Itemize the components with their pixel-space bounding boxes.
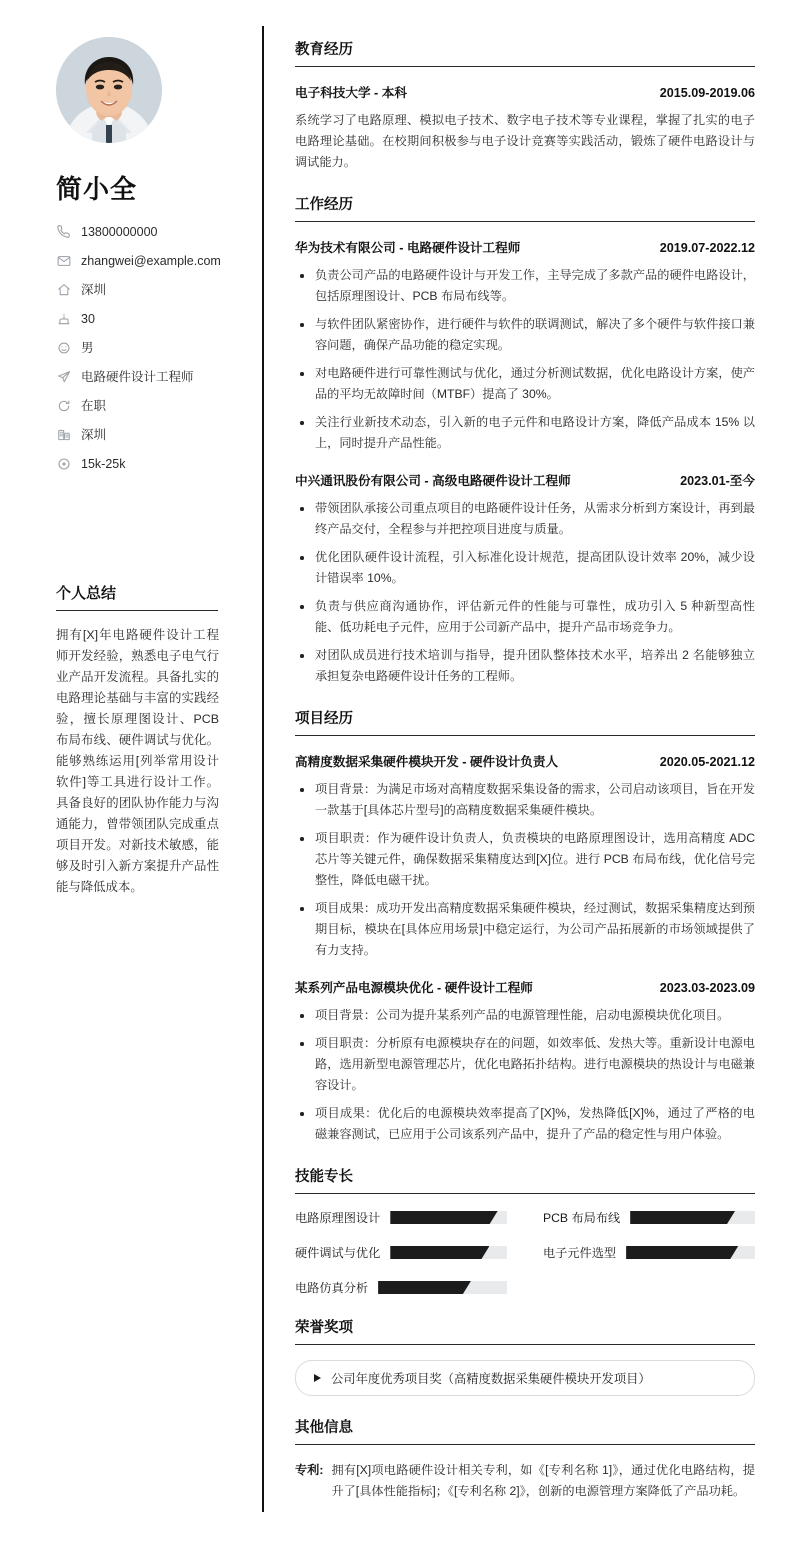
entry-title: 高精度数据采集硬件模块开发 - 硬件设计负责人: [295, 755, 559, 769]
skill-progress-fill: [378, 1281, 471, 1294]
skill-progress-fill: [630, 1211, 735, 1224]
skill-label: 电子元件选型: [543, 1246, 617, 1260]
entry-date: 2019.07-2022.12: [659, 241, 755, 255]
info-value: 拥有[X]项电路硬件设计相关专利，如《[专利名称 1]》，通过优化电路结构，提升了[具体性能指标]；《[专利名称 2]》，创新的电源管理方案降低了产品功耗。: [331, 1463, 755, 1498]
entry-header: [295, 977, 755, 996]
work-entry: [295, 237, 755, 454]
list-item: 项目职责：分析原有电源模块存在的问题，如效率低、发热大等。重新设计电源电路，选用新型电源管理芯片，优化电路拓扑结构。进行电源模块的热设计与电磁兼容设计。: [295, 1033, 755, 1096]
contact-item-phone: [56, 224, 242, 240]
skill-row: [295, 1279, 507, 1296]
main-content: [264, 0, 794, 1546]
list-item: 带领团队承接公司重点项目的电路硬件设计任务，从需求分析到方案设计，再到最终产品交付，全程参与并把控项目进度与质量。: [295, 498, 755, 540]
envelope-icon: [56, 254, 71, 269]
entry-title: 华为技术有限公司 - 电路硬件设计工程师: [295, 241, 521, 255]
entry-header: [295, 751, 755, 770]
bullet-list: [295, 779, 755, 961]
entry-header: [295, 470, 755, 489]
contact-value-age: 30: [81, 312, 95, 326]
skill-label: 电路原理图设计: [295, 1211, 381, 1225]
skill-row: [295, 1244, 507, 1261]
education-section: [295, 38, 755, 173]
work-heading: 工作经历: [295, 193, 755, 222]
target-icon: [56, 457, 71, 472]
work-entry: [295, 470, 755, 687]
skills-heading: 技能专长: [295, 1165, 755, 1194]
contact-value-location: 深圳: [81, 428, 107, 442]
info-row: [295, 1460, 755, 1502]
list-item: 项目成果：优化后的电源模块效率提高了[X]%，发热降低[X]%，通过了严格的电磁兼容测试，已应用于公司该系列产品中，提升了产品的稳定性与用户体验。: [295, 1103, 755, 1145]
contact-value-gender: 男: [81, 341, 94, 355]
entry-description: 系统学习了电路原理、模拟电子技术、数字电子技术等专业课程，掌握了扎实的电子电路理论基础。在校期间积极参与电子设计竞赛等实践活动，锻炼了硬件电路设计与调试能力。: [295, 113, 755, 169]
contact-item-age: [56, 311, 242, 327]
contact-value-phone: 13800000000: [81, 225, 158, 239]
entry-title: 中兴通讯股份有限公司 - 高级电路硬件设计工程师: [295, 474, 571, 488]
contact-item-email: [56, 253, 242, 269]
skills-section: [295, 1165, 755, 1296]
gender-icon: [56, 341, 71, 356]
list-item: 对电路硬件进行可靠性测试与优化，通过分析测试数据，优化电路设计方案，使产品的平均无故障时间（MTBF）提高了 30%。: [295, 363, 755, 405]
project-entry: [295, 977, 755, 1145]
entry-title: 某系列产品电源模块优化 - 硬件设计工程师: [295, 981, 533, 995]
home-icon: [56, 283, 71, 298]
contact-item-hometown: [56, 282, 242, 298]
list-item: 优化团队硬件设计流程，引入标准化设计规范，提高团队设计效率 20%，减少设计错误率 10%。: [295, 547, 755, 589]
entry-date: 2023.03-2023.09: [659, 981, 755, 995]
other-info-heading: 其他信息: [295, 1416, 755, 1445]
skill-row: [543, 1244, 755, 1261]
summary-section: [56, 582, 242, 898]
contact-value-email: zhangwei@example.com: [81, 254, 221, 268]
summary-text: 拥有[X]年电路硬件设计工程师开发经验，熟悉电子电气行业产品开发流程。具备扎实的电路理论基础与丰富的实践经验，擅长原理图设计、PCB 布局布线、硬件调试与优化。能够熟练运用[列举常用设计软件]等工具进行设计工作。具备良好的团队协作能力与沟通能力，曾带领团队完成重点项目开发。对新技术敏感，能够及时引入新方案提升产品性能与降低成本。: [56, 628, 219, 894]
skills-grid: [295, 1209, 755, 1296]
list-item: 关注行业新技术动态，引入新的电子元件和电路设计方案，降低产品成本 15% 以上，同时提升产品性能。: [295, 412, 755, 454]
entry-date: 2020.05-2021.12: [659, 755, 755, 769]
skill-label: 电路仿真分析: [295, 1281, 369, 1295]
honor-text: 公司年度优秀项目奖（高精度数据采集硬件模块开发项目）: [331, 1372, 651, 1386]
entry-date: 2023.01-至今: [680, 474, 755, 488]
list-item: 对团队成员进行技术培训与指导，提升团队整体技术水平，培养出 2 名能够独立承担复杂电路硬件设计任务的工程师。: [295, 645, 755, 687]
bullet-list: [295, 498, 755, 687]
contact-value-hometown: 深圳: [81, 283, 107, 297]
info-key: 专利:: [295, 1463, 324, 1477]
contact-value-position: 电路硬件设计工程师: [81, 370, 194, 384]
contact-list: [56, 224, 242, 472]
entry-header: [295, 237, 755, 256]
work-section: [295, 193, 755, 687]
bullet-list: [295, 1005, 755, 1145]
contact-item-location: [56, 427, 242, 443]
honors-section: [295, 1316, 755, 1396]
refresh-icon: [56, 399, 71, 414]
contact-value-salary: 15k-25k: [81, 457, 126, 471]
list-item: 负责与供应商沟通协作，评估新元件的性能与可靠性，成功引入 5 种新型高性能、低功耗电子元件，应用于公司新产品中，提升产品市场竞争力。: [295, 596, 755, 638]
cake-icon: [56, 312, 71, 327]
skill-progress-track: [630, 1211, 755, 1224]
list-item: 负责公司产品的电路硬件设计与开发工作，主导完成了多款产品的硬件电路设计，包括原理图设计、PCB 布局布线等。: [295, 265, 755, 307]
skill-label: PCB 布局布线: [543, 1211, 621, 1225]
list-item: 与软件团队紧密协作，进行硬件与软件的联调测试，解决了多个硬件与软件接口兼容问题，确保产品功能的稳定实现。: [295, 314, 755, 356]
projects-section: [295, 707, 755, 1145]
contact-item-job-status: [56, 398, 242, 414]
other-info-section: [295, 1416, 755, 1502]
list-item: 项目背景：为满足市场对高精度数据采集设备的需求，公司启动该项目，旨在开发一款基于[具体芯片型号]的高精度数据采集硬件模块。: [295, 779, 755, 821]
contact-value-job-status: 在职: [81, 399, 107, 413]
summary-heading: 个人总结: [56, 582, 218, 611]
skill-progress-track: [390, 1246, 507, 1259]
bullet-list: [295, 265, 755, 454]
avatar: [56, 37, 162, 143]
entry-date: 2015.09-2019.06: [659, 86, 755, 100]
projects-heading: 项目经历: [295, 707, 755, 736]
contact-item-position: [56, 369, 242, 385]
skill-progress-fill: [626, 1246, 738, 1259]
skill-progress-fill: [390, 1211, 497, 1224]
skill-progress-track: [390, 1211, 507, 1224]
list-item: 项目背景：公司为提升某系列产品的电源管理性能，启动电源模块优化项目。: [295, 1005, 755, 1026]
paper-plane-icon: [56, 370, 71, 385]
honors-heading: 荣誉奖项: [295, 1316, 755, 1345]
portrait-photo-icon: [56, 37, 162, 143]
skill-progress-track: [378, 1281, 507, 1294]
sidebar: [0, 0, 264, 1546]
skill-progress-fill: [390, 1246, 489, 1259]
phone-icon: [56, 225, 71, 240]
project-entry: [295, 751, 755, 961]
skill-row: [295, 1209, 507, 1226]
page-title: 简小全: [56, 174, 138, 204]
entry-title: 电子科技大学 - 本科: [295, 86, 407, 100]
list-item: 项目成果：成功开发出高精度数据采集硬件模块，经过测试，数据采集精度达到预期目标，模块在[具体应用场景]中稳定运行，为公司产品拓展新的市场领域提供了有力支持。: [295, 898, 755, 961]
contact-item-gender: [56, 340, 242, 356]
building-icon: [56, 428, 71, 443]
list-item: 项目职责：作为硬件设计负责人，负责模块的电路原理图设计，选用高精度 ADC 芯片等关键元件，确保数据采集精度达到[X]位。进行 PCB 布局布线，优化信号完整性，降低电磁干扰。: [295, 828, 755, 891]
education-entry: [295, 82, 755, 173]
skill-label: 硬件调试与优化: [295, 1246, 381, 1260]
skill-row: [543, 1209, 755, 1226]
triangle-bullet-icon: [314, 1374, 321, 1382]
honor-item: [295, 1360, 755, 1396]
entry-header: [295, 82, 755, 101]
education-heading: 教育经历: [295, 38, 755, 67]
skill-progress-track: [626, 1246, 755, 1259]
contact-item-salary: [56, 456, 242, 472]
